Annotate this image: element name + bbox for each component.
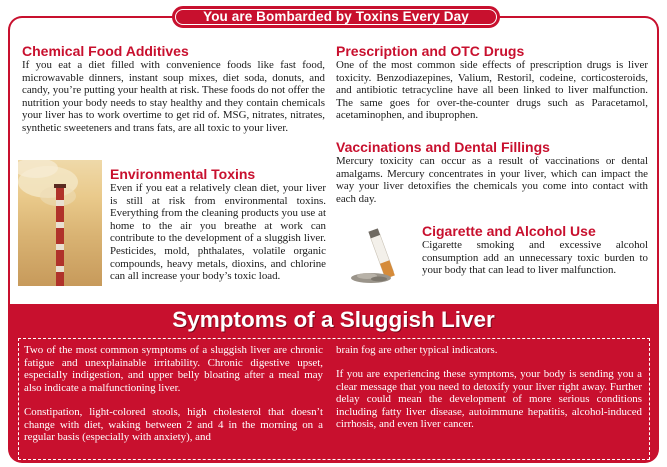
prescription-drugs-title: Prescription and OTC Drugs: [336, 43, 525, 59]
environmental-toxins-body: Even if you eat a relatively clean diet, your liver is still at risk from environmental toxins. Everything from the cleaning products you use at home to the air you breathe at work can contribute to the development of a sluggish liver. Pesticides, mold, phthalates, volatile organic compounds, heavy metals, dioxins, and chlorine can all increase your body’s toxic load.: [110, 182, 326, 283]
symptoms-title: Symptoms of a Sluggish Liver: [172, 307, 495, 332]
chemical-additives-title: Chemical Food Additives: [22, 43, 189, 59]
toxins-banner: [172, 6, 500, 28]
chemical-additives-body: If you eat a diet filled with convenience foods like fast food, microwavable dinners, instant soup mixes, diet soda, donuts, and candy, you’re putting your health at risk. These foods do not offer the nutrition your body needs to stay healthy and they contain chemicals your liver has to work overtime to get rid of. MSG, nitrates, nitrates, synthetic sweeteners and trans fats, are all toxic to your liver.: [22, 59, 325, 134]
cigarette-photo: [335, 222, 419, 286]
vaccinations-title: Vaccinations and Dental Fillings: [336, 139, 550, 155]
symptoms-right-paragraph-1: brain fog are other typical indicators.: [336, 344, 498, 356]
smokestack-icon: [18, 160, 102, 286]
symptoms-right-paragraph-2: If you are experiencing these symptoms, your body is sending you a clear message that you need to detoxify your liver right away. Further delay could mean the development of more serious conditions including fatty liver disease, autoimmune hepatitis, alcohol-induced cirrhosis, and even liver cancer.: [336, 368, 642, 431]
prescription-drugs-body: One of the most common side effects of prescription drugs is liver toxicity. Benzodiazepines, Valium, Restoril, codeine, corticosteroids, and antibiotic tetracycline have all been linked to liver malfunction. The same goes for over-the-counter drugs such as Paracetamol, acetaminophen, and ibuprophen.: [336, 59, 648, 122]
symptoms-left-paragraph-1: Two of the most common symptoms of a sluggish liver are chronic fatigue and unexplainable irritability. Chronic digestive upset, especially indigestion, and upper belly bloating after a meal may also indicate a malfunctioning liver.: [24, 344, 323, 394]
environmental-toxins-title: Environmental Toxins: [110, 166, 256, 182]
smokestack-photo: [18, 160, 102, 286]
toxins-banner-title: You are Bombarded by Toxins Every Day: [203, 9, 469, 24]
cigarette-alcohol-body: Cigarette smoking and excessive alcohol consumption add an unnecessary toxic burden to your body that can lead to liver malfunction.: [422, 239, 648, 277]
vaccinations-body: Mercury toxicity can occur as a result of vaccinations or dental amalgams. Mercury concentrates in your liver, which can impact the way your liver detoxifies the chemicals you come into contact with each day.: [336, 155, 648, 205]
cigarette-alcohol-title: Cigarette and Alcohol Use: [422, 223, 596, 239]
cigarette-icon: [335, 222, 419, 286]
symptoms-left-paragraph-2: Constipation, light-colored stools, high cholesterol that doesn’t change with diet, waking between 2 and 4 in the morning on a regular basis (especially with anxiety), and: [24, 406, 323, 444]
